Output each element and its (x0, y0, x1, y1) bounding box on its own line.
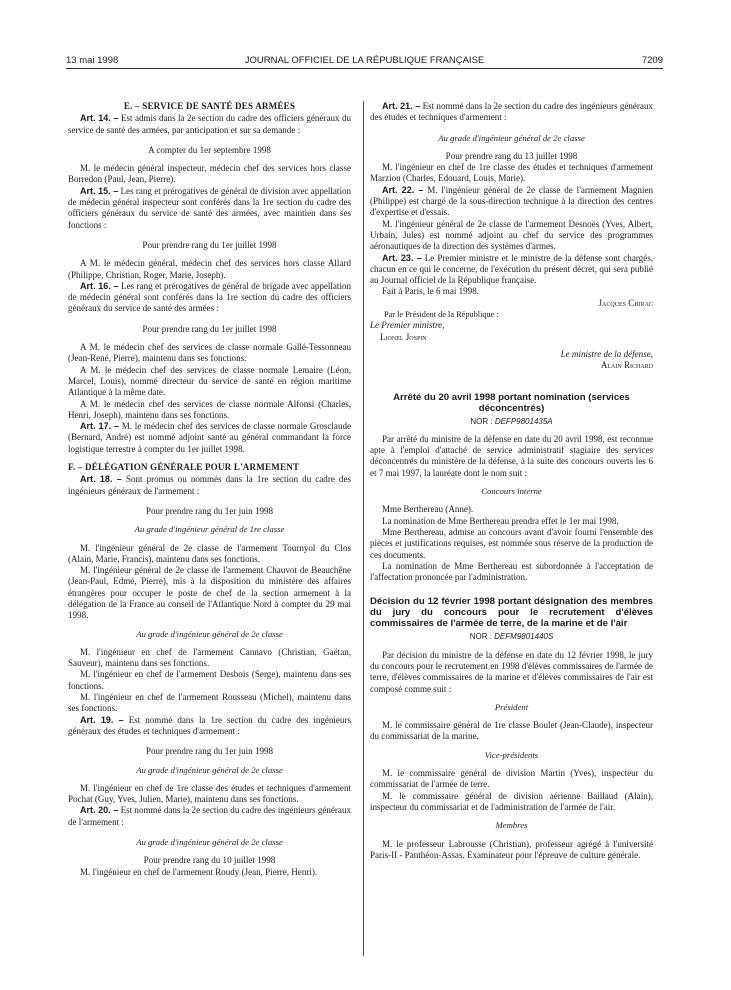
effective-date: Pour prendre rang du 1er juillet 1998 (142, 239, 277, 250)
effective-date: Pour prendre rang du 1er juin 1998 (145, 746, 274, 757)
signature-intro: Par le Président de la République : (384, 310, 499, 320)
grade-heading: Au grade d'ingénieur général de 2e classe (136, 837, 283, 848)
header-date: 13 mai 1998 (66, 55, 119, 66)
article-16 (68, 281, 351, 315)
appointee-paragraph: A M. le médecin chef des services de classe normale Alfonsi (Charles, Henri, Joseph), maintenu dans ses fonctions. (68, 398, 351, 420)
jury-member: M. le commissaire général de division aérienne Baillaud (Alain), inspecteur du commissariat et de l'administration de l'armée de l'air. (370, 790, 653, 812)
president-heading: Président (494, 701, 529, 712)
article-label: Art. 15. – (80, 185, 119, 196)
jury-member: M. le commissaire général de division Martin (Yves), inspecteur du commissariat de l'armée de terre. (370, 768, 653, 790)
arrete-paragraph: Mme Berthereau, admise au concours avant d'avoir fourni l'ensemble des pièces et justifications requises, est nommée sous réserve de la production de ces documents. (370, 526, 653, 560)
article-text: Est nommé dans la 2e section du cadre des ingénieurs généraux de l'armement : (68, 805, 351, 827)
appointee-paragraph: M. le médecin général inspecteur, médecin chef des services hors classe Borredon (Paul, Jean, Pierre). (68, 163, 351, 185)
decision-nor: NOR : DEFM9801440S (469, 632, 554, 642)
grade-heading: Au grade d'ingénieur général de 2e classe (438, 132, 585, 143)
section-f-title: F. – DÉLÉGATION GÉNÉRALE POUR L'ARMEMENT (68, 462, 300, 473)
article-text: Est admis dans la 2e section du cadre des officiers généraux du service de santé des armées, par anticipation et sur sa demande : (68, 113, 351, 135)
appointee-paragraph: M. l'ingénieur en chef de 1re classe des études et techniques d'armement Pochat (Guy, Yves, Julien, Marie), maintenu dans ses fonctions. (68, 782, 351, 805)
article-label: Art. 18. – (80, 474, 122, 485)
grade-heading: Au grade d'ingénieur général de 1re classe (134, 524, 285, 535)
header-page-number: 7209 (641, 55, 663, 66)
article-17 (68, 421, 351, 455)
article-label: Art. 23. – (382, 252, 422, 263)
arrete-paragraph: La nomination de Mme Berthereau prendra effet le 1er mai 1998. (382, 515, 619, 526)
signature-pm-title: Le Premier ministre, (370, 320, 445, 331)
appointee-paragraph: M. l'ingénieur en chef de l'armement Cannavo (Christian, Gaëtan, Sauveur), maintenu dans ses fonctions. (68, 646, 351, 669)
right-column (370, 101, 653, 861)
article-text: Les rang et prérogatives de général de division avec appellation de médecin général inspecteur sont conférés dans la 1re section du cadre des officiers généraux du service de santé des armées, avec maintien dans ses fonctions : (68, 185, 351, 230)
effective-date: Pour prendre rang du 1er juin 1998 (145, 505, 274, 516)
appointee-paragraph: A M. le médecin général, médecin chef des services hors classe Allard (Philippe, Christian, Roger, Marie, Joseph). (68, 258, 351, 280)
signature-defense-title: Le ministre de la défense, (560, 348, 653, 359)
article-label: Art. 17. – (80, 421, 120, 432)
appointee-paragraph: M. l'ingénieur en chef de 1re classe des études et techniques d'armement Marziou (Charles, Edouard, Louis, Marie). (370, 162, 653, 184)
appointee-paragraph: M. l'ingénieur en chef de l'armement Desbois (Serge), maintenu dans ses fonctions. (68, 669, 351, 691)
article-text: M. le médecin chef des services de classe normale Grosclaude (Bernard, André) est nommé adjoint santé au général commandant la force logistique terrestre à compter du 1er juillet 1998. (68, 421, 352, 454)
vice-presidents-heading: Vice-présidents (484, 749, 539, 760)
laureate-name: Mme Berthereau (Anne). (382, 504, 474, 515)
article-19 (68, 715, 351, 738)
article-label: Art. 20. – (80, 805, 119, 816)
effective-date: A compter du 1er septembre 1998 (148, 144, 271, 155)
left-column (68, 101, 351, 878)
appointee-paragraph: M. l'ingénieur en chef de l'armement Roudy (Jean, Pierre, Henri). (80, 866, 318, 877)
article-text: Est nommé dans la 1re section du cadre des ingénieurs généraux des études et techniques d'armement : (68, 714, 352, 736)
signature-date: Fait à Paris, le 6 mai 1998. (382, 286, 479, 297)
arrete-nor: NOR : DEFP9801435A (470, 416, 553, 426)
appointee-paragraph: M. l'ingénieur en chef de l'armement Rousseau (Michel), maintenu dans ses fonctions. (68, 692, 351, 714)
decision-text: Par décision du ministre de la défense en date du 12 février 1998, le jury du concours pour le recrutement en 1998 d'élèves commissaires de l'armée de terre, d'élèves commissaires de la marine et d'élèves commissaires de l'air est composé comme suit : (370, 649, 653, 694)
arrete-text: Par arrêté du ministre de la défense en date du 20 avril 1998, est reconnue apte à l'emploi d'attaché de service administratif stagiaire des services déconcentrés du ministère de la défense, à la suite des concours ouverts les 6 et 7 mai 1997, la lauréate dont le nom suit : (370, 433, 653, 478)
article-18 (68, 474, 351, 497)
effective-date: Pour prendre rang du 1er juillet 1998 (142, 323, 277, 334)
jury-member: M. le commissaire général de 1re classe Boulet (Jean-Claude), inspecteur du commissariat de la marine. (370, 720, 653, 742)
article-label: Art. 16. – (80, 280, 119, 291)
page-header (66, 55, 663, 69)
appointee-paragraph: A M. le médecin chef des services de classe normale Gallé-Tessonneau (Jean-René, Pierre), maintenu dans ses fonctions. (68, 342, 351, 364)
article-21 (370, 101, 653, 124)
article-23 (370, 253, 653, 287)
article-14 (68, 113, 351, 136)
effective-date: Pour prendre rang du 13 juillet 1998 (445, 150, 578, 161)
effective-date: Pour prendre rang du 10 juillet 1998 (143, 855, 276, 866)
column-divider (363, 101, 364, 956)
arrete-title: Arrêté du 20 avril 1998 portant nomination (services déconcentrés) (393, 391, 630, 414)
article-label: Art. 21. – (382, 101, 421, 111)
grade-heading: Au grade d'ingénieur général de 2e classe (136, 764, 283, 775)
article-text: Les rang et prérogatives de général de brigade avec appellation de médecin général sont conférés dans la 1re section du cadre des officiers généraux du service de santé des armées : (68, 280, 352, 314)
signature-pm: Lionel Jospin (380, 331, 427, 342)
article-text: M. l'ingénieur général de 2e classe de l'armement Magnien (Philippe) est chargé de la sous-direction technique à la direction des centres d'expertise et d'essais. (370, 184, 653, 218)
article-22 (370, 185, 653, 219)
article-label: Art. 19. – (80, 714, 124, 725)
appointee-paragraph: M. l'ingénieur général de 2e classe de l'armement Chauvot de Beauchêne (Jean-Paul, Edmé, Pierre), mis à la disposition du ministère des affaires étrangères pour occuper le poste de chef de la section armement à la délégation de la France au conseil de l'Atlantique Nord à compter du 29 mai 1998. (68, 565, 351, 621)
appointee-paragraph: A M. le médecin chef des services de classe normale Lemaire (Léon, Marcel, Louis), nommé directeur du service de santé en région maritime Atlantique à la même date. (68, 364, 351, 398)
header-journal-title: JOURNAL OFFICIEL DE LA RÉPUBLIQUE FRANÇAISE (244, 55, 485, 66)
signature-defense: Alain Richard (600, 360, 653, 371)
members-heading: Membres (495, 820, 528, 831)
article-text: Sont promus ou nommés dans la 1re section du cadre des ingénieurs généraux de l'armement : (68, 474, 351, 496)
decision-title: Décision du 12 février 1998 portant désignation des membres du jury du concours pour le recrutement d'élèves commissaires de l'armée de terre, de la marine et de l'air (370, 596, 653, 630)
jury-member: M. le professeur Labrousse (Christian), professeur agrégé à l'université Paris-II - Panthéon-Assas. Examinateur pour l'épreuve de culture générale. (370, 838, 653, 860)
appointee-paragraph: M. l'ingénieur général de 2e classe de l'armement Tournyol du Clos (Alain, Marie, Francis), maintenu dans ses fonctions. (68, 542, 351, 564)
header-rule (66, 68, 663, 69)
article-label: Art. 14. – (80, 113, 119, 124)
grade-heading: Au grade d'ingénieur général de 2e classe (136, 628, 283, 639)
section-e-title: E. – SERVICE DE SANTÉ DES ARMÉES (123, 101, 296, 111)
article-15 (68, 186, 351, 231)
article-20 (68, 805, 351, 828)
signature-president: Jacques Chirac (598, 297, 653, 308)
article-text: Est nommé dans la 2e section du cadre des ingénieurs généraux des études et techniques d'armement : (370, 101, 653, 123)
article-label: Art. 22. – (382, 184, 424, 195)
appointee-paragraph: M. l'ingénieur général de 2e classe de l'armement Desnoës (Yves, Albert, Urbain, Jules) est nommé adjoint au chef du service des programmes aéronautiques de la direction des systèmes d'armes. (370, 218, 653, 252)
article-text: Le Premier ministre et le ministre de la défense sont chargés, chacun en ce qui le concerne, de l'exécution du présent décret, qui sera publié au Journal officiel de la République française. (370, 252, 654, 286)
arrete-paragraph: La nomination de Mme Berthereau est subordonnée à l'acceptation de l'affectation prononcée par l'administration. (370, 560, 653, 583)
concours-heading: Concours interne (481, 486, 542, 497)
